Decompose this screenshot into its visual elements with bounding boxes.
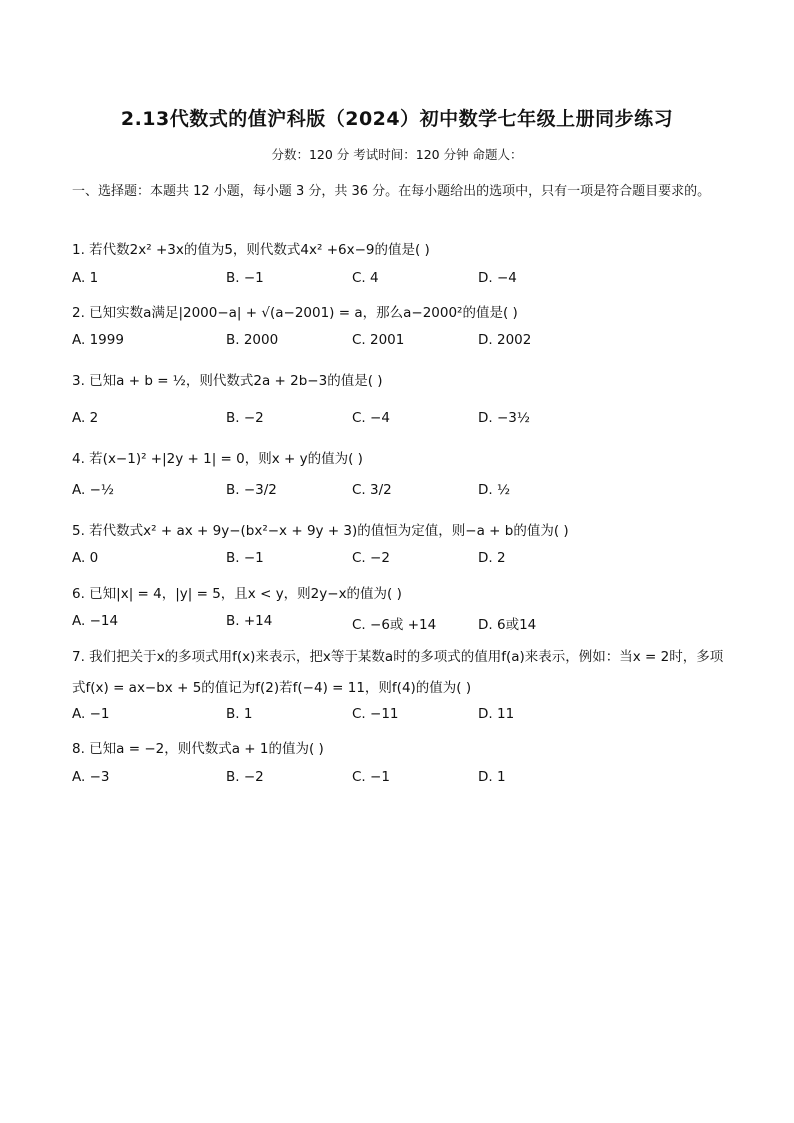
option-b: B. +14 bbox=[226, 613, 273, 629]
options-row bbox=[72, 550, 732, 572]
question-stem: 8. 已知a = −2，则代数式a + 1的值为( ) bbox=[72, 741, 324, 757]
option-d: D. ½ bbox=[478, 482, 511, 498]
question-stem: 7. 我们把关于x的多项式用f(x)来表示，把x等于某数a时的多项式的值用f(a)来表示，例如：当x = 2时，多项式f(x) = ax−bx + 5的值记为f(2)若f(−4) = 11，则f(4)的值为( ) bbox=[72, 649, 724, 696]
option-b: B. −1 bbox=[226, 550, 264, 566]
option-a: A. 2 bbox=[72, 410, 99, 426]
option-a: A. 0 bbox=[72, 550, 99, 566]
option-c: C. 4 bbox=[352, 270, 379, 286]
option-d: D. −3½ bbox=[478, 410, 530, 426]
question-stem: 6. 已知|x| = 4，|y| = 5，且x < y，则2y−x的值为( ) bbox=[72, 586, 402, 602]
options-row bbox=[72, 613, 732, 635]
options-row bbox=[72, 769, 732, 791]
option-a: A. 1 bbox=[72, 270, 99, 286]
option-b: B. −2 bbox=[226, 769, 264, 785]
question-stem: 1. 若代数2x² +3x的值为5，则代数式4x² +6x−9的值是( ) bbox=[72, 242, 430, 258]
question-stem: 4. 若(x−1)² +|2y + 1| = 0，则x + y的值为( ) bbox=[72, 451, 363, 467]
question-stem: 3. 已知a + b = ½，则代数式2a + 2b−3的值是( ) bbox=[72, 373, 383, 389]
option-c: C. −1 bbox=[352, 769, 390, 785]
option-d: D. 2 bbox=[478, 550, 506, 566]
options-row bbox=[72, 482, 732, 504]
option-c: C. −6或 +14 bbox=[352, 617, 437, 633]
option-d: D. 1 bbox=[478, 769, 506, 785]
option-b: B. 2000 bbox=[226, 332, 279, 348]
option-d: D. 11 bbox=[478, 706, 515, 722]
option-a: A. −14 bbox=[72, 613, 119, 629]
options-row bbox=[72, 270, 732, 292]
option-b: B. −1 bbox=[226, 270, 264, 286]
option-b: B. 1 bbox=[226, 706, 253, 722]
options-row bbox=[72, 410, 732, 432]
question-stem: 2. 已知实数a满足|2000−a| + √(a−2001) = a，那么a−2000²的值是( ) bbox=[72, 305, 518, 321]
question-stem: 5. 若代数式x² + ax + 9y−(bx²−x + 9y + 3)的值恒为定值，则−a + b的值为( ) bbox=[72, 523, 569, 539]
option-a: A. −3 bbox=[72, 769, 110, 785]
option-c: C. 3/2 bbox=[352, 482, 392, 498]
option-a: A. −½ bbox=[72, 482, 114, 498]
option-d: D. −4 bbox=[478, 270, 517, 286]
option-d: D. 6或14 bbox=[478, 617, 537, 633]
option-c: C. −11 bbox=[352, 706, 399, 722]
option-b: B. −3/2 bbox=[226, 482, 277, 498]
option-a: A. −1 bbox=[72, 706, 110, 722]
option-d: D. 2002 bbox=[478, 332, 532, 348]
option-c: C. 2001 bbox=[352, 332, 405, 348]
option-b: B. −2 bbox=[226, 410, 264, 426]
option-a: A. 1999 bbox=[72, 332, 124, 348]
document-title: 2.13代数式的值沪科版（2024）初中数学七年级上册同步练习 bbox=[120, 108, 674, 130]
options-row bbox=[72, 332, 732, 354]
option-c: C. −2 bbox=[352, 550, 390, 566]
options-row bbox=[72, 706, 732, 728]
document-subtitle: 分数：120 分 考试时间：120 分钟 命题人： bbox=[271, 147, 523, 162]
option-c: C. −4 bbox=[352, 410, 390, 426]
section-heading: 一、选择题：本题共 12 小题，每小题 3 分，共 36 分。在每小题给出的选项中，只有一项是符合题目要求的。 bbox=[72, 184, 711, 199]
